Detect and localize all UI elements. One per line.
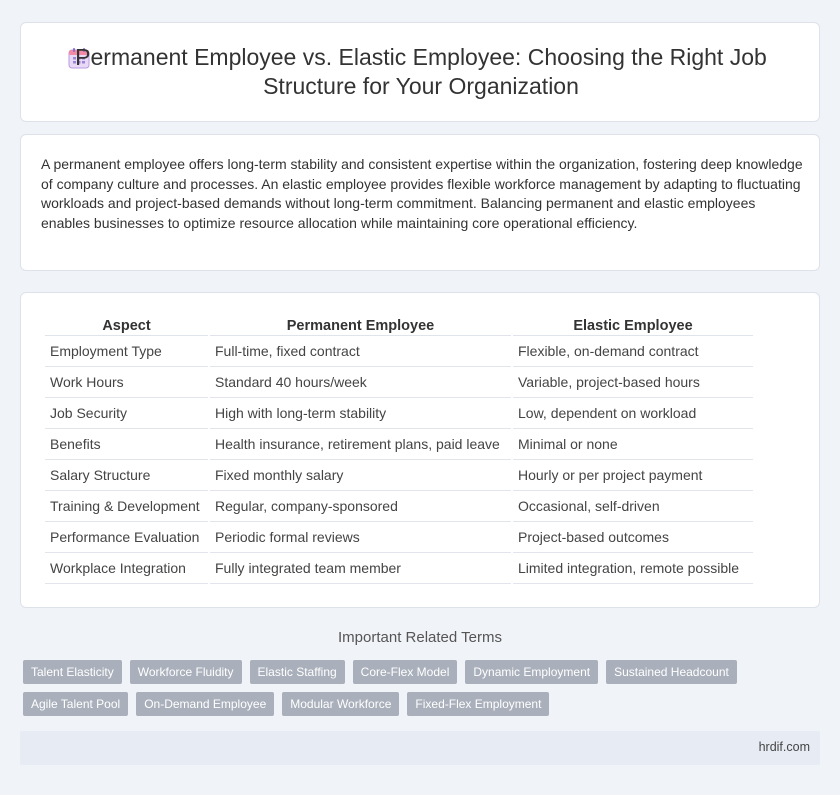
table-row bbox=[45, 553, 753, 584]
table-row bbox=[45, 336, 753, 367]
footer-site-link[interactable]: hrdif.com bbox=[758, 740, 810, 754]
cell-aspect: Salary Structure bbox=[45, 460, 208, 491]
term-tag[interactable]: Agile Talent Pool bbox=[23, 692, 128, 716]
cell-aspect: Work Hours bbox=[45, 367, 208, 398]
cell-aspect: Workplace Integration bbox=[45, 553, 208, 584]
table-row bbox=[45, 491, 753, 522]
term-tag[interactable]: Dynamic Employment bbox=[465, 660, 598, 684]
cell-permanent: High with long-term stability bbox=[210, 398, 511, 429]
table-row bbox=[45, 367, 753, 398]
cell-aspect: Benefits bbox=[45, 429, 208, 460]
cell-aspect: Employment Type bbox=[45, 336, 208, 367]
cell-elastic: Hourly or per project payment bbox=[513, 460, 753, 491]
cell-elastic: Low, dependent on workload bbox=[513, 398, 753, 429]
cell-elastic: Limited integration, remote possible bbox=[513, 553, 753, 584]
comparison-card bbox=[20, 292, 820, 608]
cell-permanent: Fully integrated team member bbox=[210, 553, 511, 584]
header-card bbox=[20, 22, 820, 122]
term-tag[interactable]: Modular Workforce bbox=[282, 692, 399, 716]
cell-elastic: Minimal or none bbox=[513, 429, 753, 460]
cell-permanent: Standard 40 hours/week bbox=[210, 367, 511, 398]
term-tag[interactable]: Elastic Staffing bbox=[250, 660, 345, 684]
cell-permanent: Health insurance, retirement plans, paid leave bbox=[210, 429, 511, 460]
cell-permanent: Fixed monthly salary bbox=[210, 460, 511, 491]
table-row bbox=[45, 522, 753, 553]
footer-bar bbox=[20, 731, 820, 765]
table-header-row bbox=[45, 315, 753, 336]
cell-elastic: Variable, project-based hours bbox=[513, 367, 753, 398]
intro-card bbox=[20, 134, 820, 271]
term-tag[interactable]: On-Demand Employee bbox=[136, 692, 274, 716]
header-elastic: Elastic Employee bbox=[513, 315, 753, 336]
term-tag[interactable]: Core-Flex Model bbox=[353, 660, 458, 684]
related-terms-list bbox=[23, 660, 823, 716]
cell-elastic: Project-based outcomes bbox=[513, 522, 753, 553]
cell-elastic: Occasional, self-driven bbox=[513, 491, 753, 522]
cell-aspect: Performance Evaluation bbox=[45, 522, 208, 553]
cell-aspect: Job Security bbox=[45, 398, 208, 429]
comparison-table bbox=[43, 315, 755, 584]
cell-aspect: Training & Development bbox=[45, 491, 208, 522]
intro-paragraph: A permanent employee offers long-term stability and consistent expertise within the organization, fostering deep knowledge of company culture and processes. An elastic employee provides flexible workforce management by adapting to fluctuating workloads and project-based demands without long-term commitment. Balancing permanent and elastic employees enables businesses to optimize resource allocation while maintaining core operational efficiency. bbox=[41, 156, 803, 231]
term-tag[interactable]: Sustained Headcount bbox=[606, 660, 737, 684]
cell-permanent: Periodic formal reviews bbox=[210, 522, 511, 553]
header-aspect: Aspect bbox=[45, 315, 208, 336]
term-tag[interactable]: Talent Elasticity bbox=[23, 660, 122, 684]
table-row bbox=[45, 398, 753, 429]
cell-permanent: Regular, company-sponsored bbox=[210, 491, 511, 522]
cell-permanent: Full-time, fixed contract bbox=[210, 336, 511, 367]
table-row bbox=[45, 460, 753, 491]
page-title: Permanent Employee vs. Elastic Employee: Choosing the Right Job Structure for Your Organization bbox=[75, 44, 767, 99]
cell-elastic: Flexible, on-demand contract bbox=[513, 336, 753, 367]
table-row bbox=[45, 429, 753, 460]
term-tag[interactable]: Workforce Fluidity bbox=[130, 660, 242, 684]
related-terms-title: Important Related Terms bbox=[338, 629, 502, 646]
header-permanent: Permanent Employee bbox=[210, 315, 511, 336]
term-tag[interactable]: Fixed-Flex Employment bbox=[407, 692, 549, 716]
